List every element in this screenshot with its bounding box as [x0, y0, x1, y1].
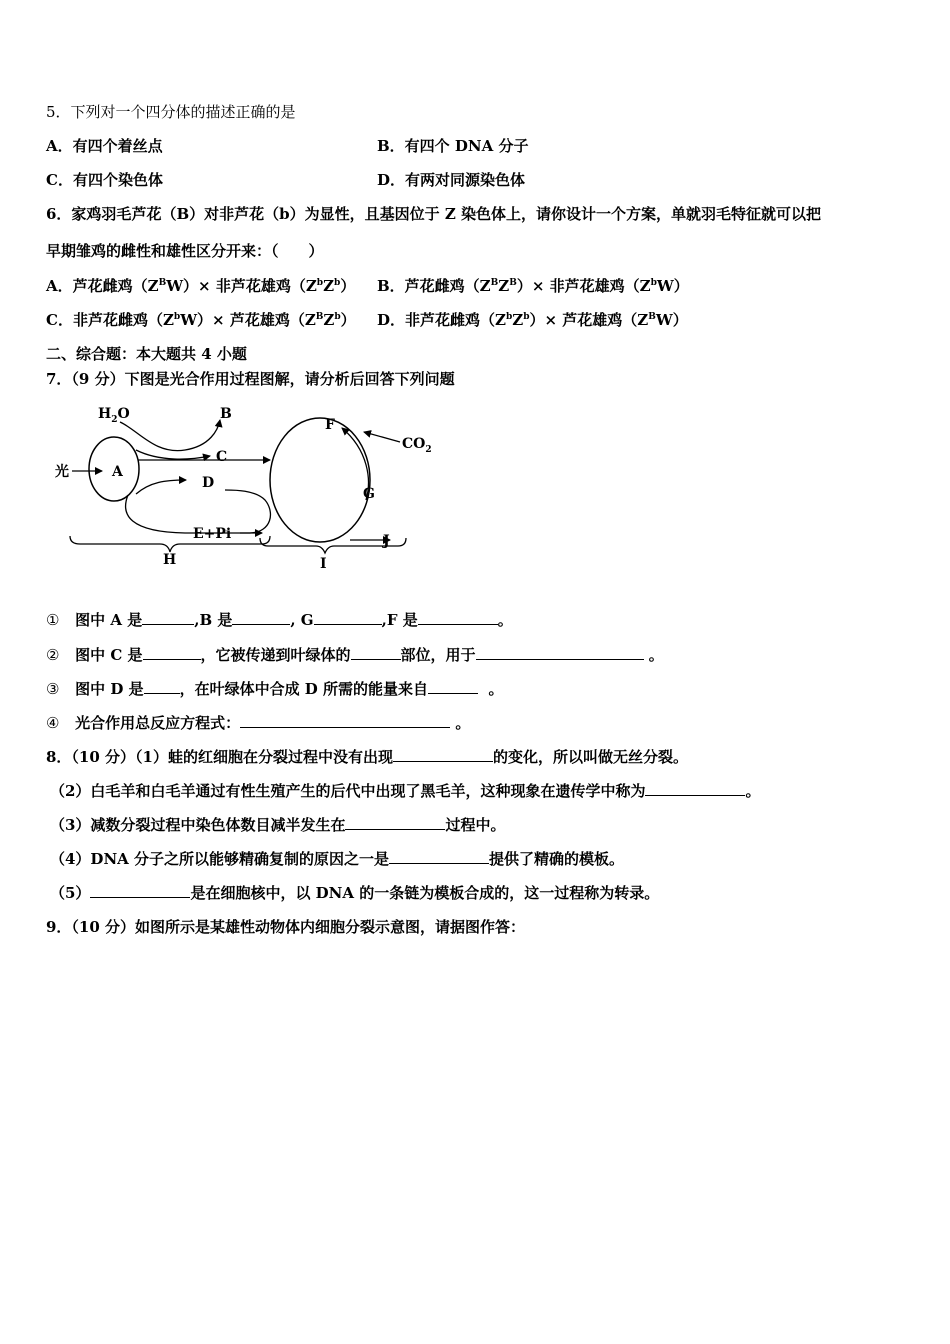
q7-sub2: ② 图中 C 是 ，它被传递到叶绿体的 部位，用于 。	[46, 646, 664, 664]
blank-q8-5[interactable]	[90, 883, 190, 898]
photosynthesis-diagram	[50, 400, 430, 575]
q6-option-c: C．非芦花雌鸡$(Z^bW)\times$ 芦花雄鸡$(Z^BZ^b)$	[46, 311, 356, 329]
blank-equation[interactable]	[240, 713, 450, 728]
label-f: F	[325, 417, 335, 433]
q8-line3: （3）减数分裂过程中染色体数目减半发生在 过程中。	[50, 816, 506, 834]
q6-stem-line2: 早期雏鸡的雌性和雄性区分开来：（ ）	[46, 242, 324, 260]
q7-sub1: ① 图中 A 是 ,B 是 , G ,F 是 。	[46, 611, 513, 629]
q9-stem: 9．（10 分）如图所示是某雄性动物体内细胞分裂示意图，请据图作答：	[46, 918, 526, 936]
q6-stem-line1: 6．家鸡羽毛芦花（B）对非芦花（b）为显性，且基因位于 Z 染色体上，请你设计一个方案，单就羽毛特征就可以把	[46, 205, 822, 223]
q8-line1: 8．（10 分）（1）蛙的红细胞在分裂过程中没有出现 的变化，所以叫做无丝分裂。	[46, 748, 688, 766]
blank-d-energy[interactable]	[428, 679, 478, 694]
q8-line2: （2）白毛羊和白毛羊通过有性生殖产生的后代中出现了黑毛羊，这种现象在遗传学中称为 。	[50, 782, 761, 800]
blank-c-location[interactable]	[351, 645, 401, 660]
q6-option-b: B．芦花雌鸡$(Z^BZ^B)\times$ 非芦花雄鸡$(Z^bW)$	[377, 277, 689, 295]
label-h: H	[163, 552, 177, 568]
label-light: 光	[55, 464, 69, 480]
label-b: B	[220, 406, 232, 422]
blank-c[interactable]	[143, 645, 201, 660]
q8-line4: （4）DNA 分子之所以能够精确复制的原因之一是 提供了精确的模板。	[50, 850, 625, 868]
blank-q8-2[interactable]	[645, 781, 745, 796]
label-d: D	[202, 475, 215, 491]
q7-sub3: ③ 图中 D 是 ，在叶绿体中合成 D 所需的能量来自 。	[46, 680, 504, 698]
blank-a[interactable]	[142, 610, 194, 625]
blank-d[interactable]	[144, 679, 180, 694]
ellipse-cycle	[270, 418, 370, 542]
blank-g[interactable]	[314, 610, 382, 625]
arrow-d	[136, 480, 186, 494]
q7-stem: 7．（9 分）下图是光合作用过程图解，请分析后回答下列问题	[46, 370, 455, 388]
blank-b[interactable]	[232, 610, 290, 625]
q5-option-c: C．有四个染色体	[46, 171, 163, 189]
q5-stem: 5．下列对一个四分体的描述正确的是	[46, 103, 296, 121]
q7-sub4: ④ 光合作用总反应方程式： 。	[46, 714, 471, 732]
label-i: I	[320, 556, 327, 572]
q5-option-a: A．有四个着丝点	[46, 137, 163, 155]
brace-h	[70, 536, 270, 552]
q5-option-b: B．有四个 DNA 分子	[377, 137, 529, 155]
label-co2: $CO_2$	[402, 436, 432, 455]
q5-option-d: D．有两对同源染色体	[377, 171, 526, 189]
arrow-to-c	[136, 450, 210, 459]
section-heading: 二、综合题：本大题共 4 小题	[46, 345, 247, 363]
label-e-pi: E+Pi	[193, 526, 232, 542]
q6-option-d: D．非芦花雌鸡$(Z^bZ^b)\times$ 芦花雄鸡$(Z^BW)$	[377, 311, 688, 329]
blank-q8-1[interactable]	[393, 747, 493, 762]
blank-c-use[interactable]	[476, 645, 644, 660]
q8-line5: （5） 是在细胞核中，以 DNA 的一条链为模板合成的，这一过程称为转录。	[50, 884, 660, 902]
blank-q8-3[interactable]	[345, 815, 445, 830]
label-c: C	[216, 449, 228, 465]
blank-q8-4[interactable]	[389, 849, 489, 864]
label-j: J	[383, 533, 390, 549]
label-g: G	[363, 486, 375, 502]
q6-option-a: A．芦花雌鸡$(Z^BW)\times$ 非芦花雄鸡$(Z^bZ^b)$	[46, 277, 356, 295]
arrow-to-b	[120, 420, 220, 451]
blank-f[interactable]	[418, 610, 498, 625]
arrow-co2	[364, 432, 400, 442]
label-a: A	[112, 464, 123, 480]
label-h2o: $H_2O$	[98, 406, 130, 425]
